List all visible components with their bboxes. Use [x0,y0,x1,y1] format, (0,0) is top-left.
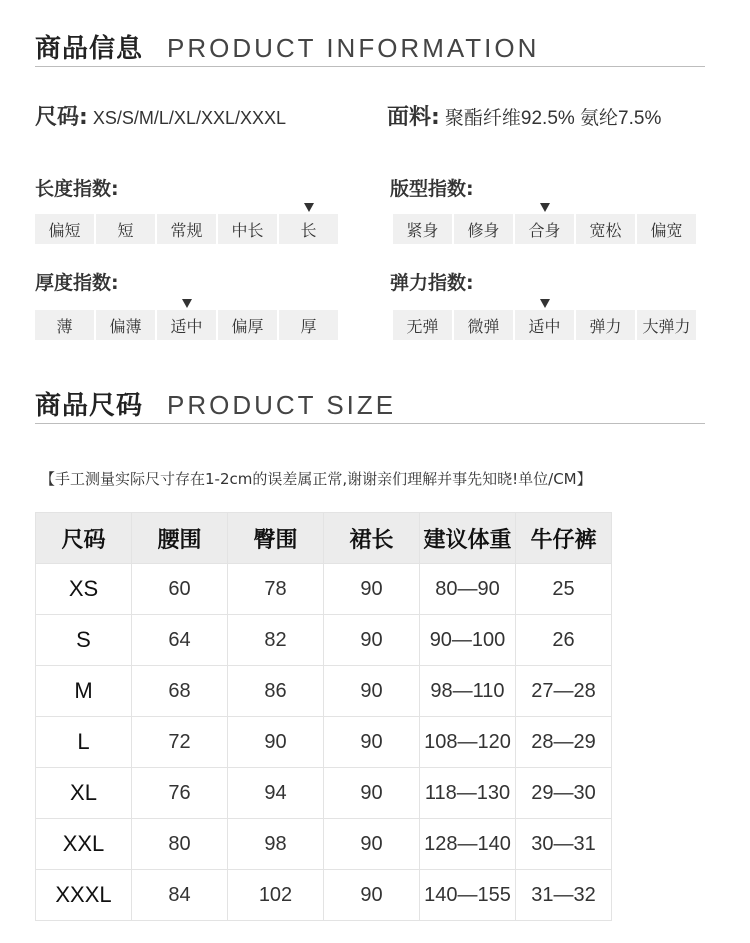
table-cell: 90 [324,564,420,615]
thickness-index [35,296,338,340]
size-line [35,100,286,131]
fit-index-title: 版型指数: [390,178,474,200]
length-option: 短 [96,214,155,244]
fit-selected-marker [540,203,550,212]
elasticity-option: 弹力 [576,310,635,340]
elasticity-index-title: 弹力指数: [390,272,474,294]
table-cell: 90 [324,666,420,717]
table-cell: 90 [228,717,324,768]
header-hip: 臀围 [228,513,324,564]
thickness-option: 薄 [35,310,94,340]
fit-option: 宽松 [576,214,635,244]
table-cell: 28—29 [516,717,612,768]
table-row [36,819,612,870]
elasticity-selected-marker [540,299,550,308]
size-table-header-row [36,513,612,564]
table-cell: 98—110 [420,666,516,717]
product-info-header [35,28,539,65]
length-option: 长 [279,214,338,244]
table-cell: 30—31 [516,819,612,870]
thickness-option: 偏薄 [96,310,155,340]
table-row [36,768,612,819]
measurement-note: 【手工测量实际尺寸存在1-2cm的误差属正常,谢谢亲们理解并事先知晓!单位/CM】 [40,470,592,488]
table-cell: XL [36,768,132,819]
table-cell: 94 [228,768,324,819]
elasticity-index [393,296,696,340]
table-cell: L [36,717,132,768]
table-cell: 29—30 [516,768,612,819]
table-row [36,717,612,768]
table-cell: 86 [228,666,324,717]
divider [35,423,705,424]
material-line [387,100,661,131]
table-cell: XXL [36,819,132,870]
table-cell: 90 [324,615,420,666]
table-cell: XXXL [36,870,132,921]
material-label: 面料: [387,105,440,130]
material-value: 聚酯纤维92.5% 氨纶7.5% [444,108,662,129]
length-index-options [35,214,338,244]
table-cell: 90 [324,870,420,921]
fit-option: 偏宽 [637,214,696,244]
table-row [36,870,612,921]
product-info-title-cn: 商品信息 [35,34,144,64]
table-cell: 72 [132,717,228,768]
product-size-header [35,385,396,422]
product-size-title-cn: 商品尺码 [35,391,144,421]
table-cell: 64 [132,615,228,666]
length-selected-marker [304,203,314,212]
length-option: 偏短 [35,214,94,244]
table-cell: 80 [132,819,228,870]
length-option: 常规 [157,214,216,244]
table-cell: 140—155 [420,870,516,921]
elasticity-option: 适中 [515,310,574,340]
table-cell: 90 [324,819,420,870]
table-cell: 60 [132,564,228,615]
table-cell: 27—28 [516,666,612,717]
table-cell: 68 [132,666,228,717]
fit-option: 修身 [454,214,513,244]
elasticity-option: 微弹 [454,310,513,340]
table-cell: 118—130 [420,768,516,819]
table-cell: 78 [228,564,324,615]
header-skirt-length: 裙长 [324,513,420,564]
elasticity-index-options [393,310,696,340]
header-suggested-weight: 建议体重 [420,513,516,564]
thickness-index-options [35,310,338,340]
table-cell: 98 [228,819,324,870]
table-cell: 128—140 [420,819,516,870]
product-size-title-en: PRODUCT SIZE [167,390,397,420]
table-cell: 90 [324,768,420,819]
fit-option: 紧身 [393,214,452,244]
header-size: 尺码 [36,513,132,564]
thickness-index-title: 厚度指数: [35,272,119,294]
table-row [36,666,612,717]
header-jeans-size: 牛仔裤 [516,513,612,564]
fit-index-options [393,214,696,244]
divider [35,66,705,67]
table-cell: 82 [228,615,324,666]
table-row [36,615,612,666]
header-waist: 腰围 [132,513,228,564]
table-row [36,564,612,615]
table-cell: 90—100 [420,615,516,666]
table-cell: 80—90 [420,564,516,615]
table-cell: 76 [132,768,228,819]
product-info-title-en: PRODUCT INFORMATION [167,33,540,63]
elasticity-option: 无弹 [393,310,452,340]
table-cell: 26 [516,615,612,666]
table-cell: XS [36,564,132,615]
thickness-selected-marker [182,299,192,308]
table-cell: 25 [516,564,612,615]
thickness-option: 厚 [279,310,338,340]
table-cell: S [36,615,132,666]
thickness-option: 偏厚 [218,310,277,340]
table-cell: 108—120 [420,717,516,768]
fit-index [393,200,696,244]
table-cell: 102 [228,870,324,921]
thickness-option: 适中 [157,310,216,340]
length-index [35,200,338,244]
table-cell: 84 [132,870,228,921]
table-cell: 31—32 [516,870,612,921]
size-value: XS/S/M/L/XL/XXL/XXXL [92,108,287,128]
table-cell: M [36,666,132,717]
length-option: 中长 [218,214,277,244]
size-table [35,512,612,921]
elasticity-option: 大弹力 [637,310,696,340]
table-cell: 90 [324,717,420,768]
length-index-title: 长度指数: [35,178,119,200]
fit-option: 合身 [515,214,574,244]
size-label: 尺码: [35,105,88,130]
